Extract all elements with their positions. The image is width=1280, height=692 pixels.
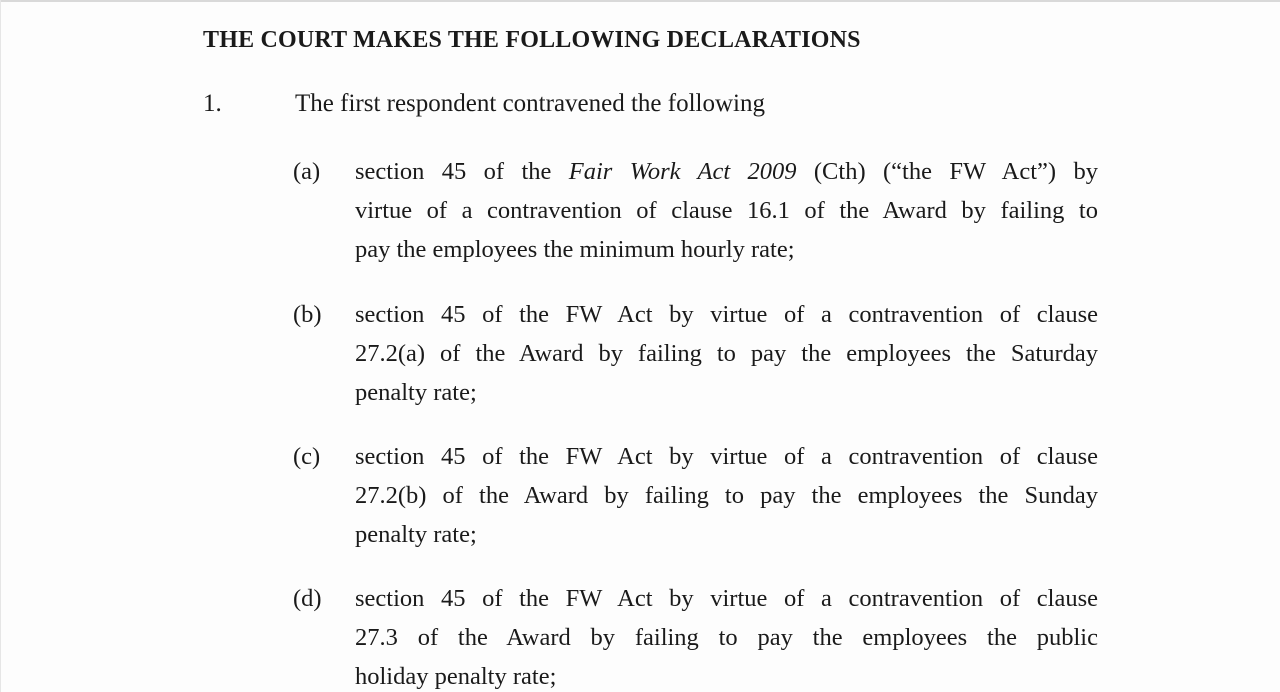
item-body <box>355 437 1098 554</box>
item-line: section 45 of the FW Act by virtue of a contravention of clause <box>355 585 1098 612</box>
declaration-item-a <box>293 152 1098 269</box>
item-line: section 45 of the FW Act by virtue of a contravention of clause <box>355 301 1098 328</box>
act-title-italic: Fair Work Act 2009 <box>568 158 797 185</box>
item-line: pay the employees the minimum hourly rate; <box>355 236 795 263</box>
item-body <box>355 579 1098 692</box>
item-line: 27.2(b) of the Award by failing to pay the employees the Sunday <box>355 482 1098 509</box>
item-line: penalty rate; <box>355 521 477 548</box>
item-body <box>355 295 1098 412</box>
item-label: (a) <box>293 158 321 185</box>
item-line-text: (Cth) (“the FW Act”) by <box>796 158 1098 185</box>
page-left-border <box>0 0 1 692</box>
item-line: holiday penalty rate; <box>355 663 557 690</box>
declarations-heading: THE COURT MAKES THE FOLLOWING DECLARATIONS <box>203 27 861 53</box>
item-line: penalty rate; <box>355 379 477 406</box>
item-line: section 45 of the FW Act by virtue of a contravention of clause <box>355 443 1098 470</box>
page-top-border <box>0 0 1280 2</box>
declaration-item-b <box>293 295 1098 412</box>
item-body <box>355 152 1098 269</box>
item-line: virtue of a contravention of clause 16.1 of the Award by failing to <box>355 197 1098 224</box>
item-line <box>355 152 1098 191</box>
paragraph-text: The first respondent contravened the following <box>295 90 765 117</box>
paragraph-number: 1. <box>203 90 222 117</box>
item-line: 27.2(a) of the Award by failing to pay the employees the Saturday <box>355 340 1098 367</box>
item-line-text: section 45 of the <box>355 158 569 185</box>
item-line: 27.3 of the Award by failing to pay the employees the public <box>355 624 1098 651</box>
item-label: (b) <box>293 301 322 328</box>
item-label: (c) <box>293 443 321 470</box>
declaration-item-d <box>293 579 1098 692</box>
declaration-item-c <box>293 437 1098 554</box>
item-label: (d) <box>293 585 322 612</box>
